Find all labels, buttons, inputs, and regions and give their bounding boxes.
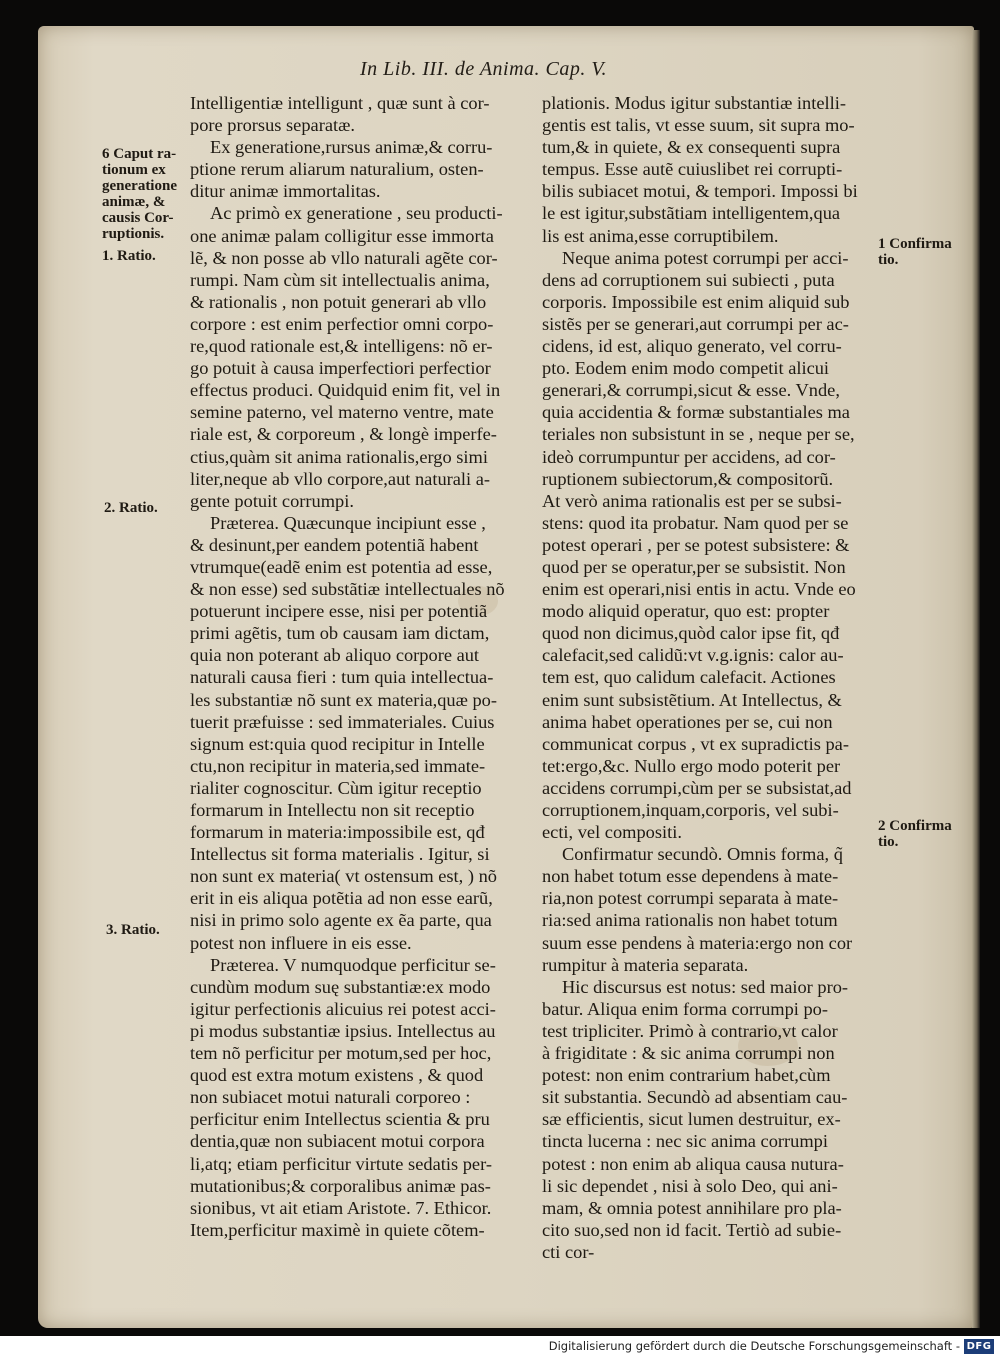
text-line: cidens, id est, aliquo generato, vel corru- xyxy=(542,336,842,357)
text-line: dens ad corruptionem sui subiecti , puta xyxy=(542,269,835,290)
text-line: cundùm modum suę substantiæ:ex modo xyxy=(190,976,491,997)
text-line: batur. Aliqua enim forma corrumpi po- xyxy=(542,998,829,1019)
text-line: quod est extra motum existens , & quod xyxy=(190,1065,484,1086)
text-line: ruptionem subiectorum,& compositorũ. xyxy=(542,468,834,489)
text-line: quod non dicimus,quòd calor ipse fit, qđ xyxy=(542,623,840,644)
text-line: ideò corrumpuntur per accidens, ad cor- xyxy=(542,446,836,467)
margin-note-confirmatio-1 xyxy=(878,236,952,268)
text-line: & desinunt,per eandem potentiã habent xyxy=(190,534,479,555)
text-line: formarum in materia:impossibile est, qđ xyxy=(190,822,485,843)
margin-note-line: 2 Confirma xyxy=(878,818,952,834)
text-line: tem est, quo calidum calefacit. Actiones xyxy=(542,667,836,688)
text-line: Hic discursus est notus: sed maior pro- xyxy=(562,976,849,997)
margin-note-line: 1 Confirma xyxy=(878,236,952,252)
text-line: test tripliciter. Primò à contrario,vt calor xyxy=(542,1020,838,1041)
text-line: le est igitur,substãtiam intelligentem,qua xyxy=(542,203,841,224)
text-line: gentis est talis, vt esse suum, sit supra mo- xyxy=(542,115,855,136)
margin-note-ratio-3: 3. Ratio. xyxy=(106,922,160,938)
text-line: suum esse pendens à materia:ergo non cor xyxy=(542,932,853,953)
text-line: dentia,quæ non subiacent motui corpora xyxy=(190,1131,485,1152)
text-line: semine paterno, vel materno ventre, mate xyxy=(190,402,494,423)
text-line: generari,& corrumpi,sicut & esse. Vnde, xyxy=(542,380,840,401)
text-line: ctu,non recipitur in materia,sed immate- xyxy=(190,755,486,776)
text-line: corpore : est enim perfectior omni corpo- xyxy=(190,313,494,334)
text-line: Item,perficitur maximè in quiete cõtem- xyxy=(190,1219,485,1240)
text-line: ditur animæ immortalitas. xyxy=(190,181,381,202)
text-line: primi agẽtis, tum ob causam iam dictam, xyxy=(190,623,490,644)
text-line: potest operari , per se potest subsistere: & xyxy=(542,534,850,555)
margin-note-line: animæ, & xyxy=(102,194,166,210)
text-line: gente potuit corrumpi. xyxy=(190,490,354,511)
text-line: lis est anima,esse corruptibilem. xyxy=(542,225,779,246)
text-line: Ac primò ex generatione , seu producti- xyxy=(210,203,503,224)
text-line: communicat corpus , vt ex supradictis pa- xyxy=(542,733,849,754)
text-line: cti cor- xyxy=(542,1241,595,1262)
margin-note-line: 6 Caput ra- xyxy=(102,146,177,162)
text-line: formarum in Intellectu non sit receptio xyxy=(190,800,475,820)
text-line: enim sunt subsistẽtium. At Intellectus, & xyxy=(542,689,842,710)
text-line: sistẽs per se generari,aut corrumpi per ac- xyxy=(542,313,849,334)
text-line: ecti, vel compositi. xyxy=(542,822,682,843)
text-line: tum,& in quiete, & ex consequenti supra xyxy=(542,137,841,158)
text-line: igitur perfectionis alicuius rei potest acci- xyxy=(190,998,496,1019)
text-line: riale est, & corporeum , & longè imperfe- xyxy=(190,424,497,445)
right-text-column xyxy=(542,92,880,1263)
margin-note-caput xyxy=(102,146,177,242)
footer-bar xyxy=(0,1336,1000,1358)
text-line: modo aliquid operatur, quo est: propter xyxy=(542,601,830,622)
text-line: effectus produci. Quidquid enim fit, vel in xyxy=(190,380,501,401)
text-line: non subiacet motui naturali corporeo : xyxy=(190,1087,471,1108)
text-line: li,atq; etiam perficitur virtute sedatis per- xyxy=(190,1153,492,1174)
text-line: mam, & omnia potest annihilare pro pla- xyxy=(542,1197,842,1218)
text-line: liter,neque ab vllo corpore,aut naturali a- xyxy=(190,468,491,489)
text-line: mutationibus;& corporalibus animæ pas- xyxy=(190,1175,491,1196)
text-line: accidens corrumpi,cùm per se subsistat,ad xyxy=(542,777,852,798)
margin-note-line: ruptionis. xyxy=(102,226,165,242)
text-line: vtrumque(eadẽ enim est potentia ad esse, xyxy=(190,556,493,577)
margin-note-line: generatione xyxy=(102,178,177,194)
text-line: anima habet operationes per se, cui non xyxy=(542,711,833,732)
text-line: Præterea. V numquodque perficitur se- xyxy=(210,954,496,975)
text-line: pore prorsus separatæ. xyxy=(190,115,355,136)
text-line: rialiter cognoscitur. Cùm igitur receptio xyxy=(190,777,482,798)
text-line: quia accidentia & formæ substantiales ma xyxy=(542,402,850,423)
text-line: nisi in primo solo agente ex ẽa parte, qua xyxy=(190,910,492,931)
text-line: tet:ergo,&c. Nullo ergo modo poterit per xyxy=(542,755,841,776)
text-line: signum est:quia quod recipitur in Intelle xyxy=(190,733,485,754)
text-line: erit in eis aliqua potẽtia ad non esse earũ, xyxy=(190,888,493,909)
text-line: ctius,quàm sit anima rationalis,ergo simi xyxy=(190,446,488,467)
text-line: pto. Eodem enim modo competit alicui xyxy=(542,358,830,379)
text-line: à frigiditate : & sic anima corrumpi non xyxy=(542,1043,835,1064)
text-line: tuerit præfuisse : sed immateriales. Cuius xyxy=(190,711,495,732)
text-line: perficitur enim Intellectus scientia & pru xyxy=(190,1109,490,1130)
text-line: quod per se operatur,per se subsistit. Non xyxy=(542,556,846,577)
running-head: In Lib. III. de Anima. Cap. V. xyxy=(360,58,608,80)
text-line: rumpi. Nam cùm sit intellectualis anima, xyxy=(190,269,490,290)
text-line: sionibus, vt ait etiam Aristote. 7. Ethicor. xyxy=(190,1197,492,1218)
text-line: Confirmatur secundò. Omnis forma, q̃ xyxy=(562,844,843,865)
text-line: tempus. Esse autẽ cuiuslibet rei corrupti- xyxy=(542,159,843,180)
text-line: pi modus substantiæ ipsius. Intellectus au xyxy=(190,1020,496,1041)
dfg-logo: DFG xyxy=(964,1339,994,1354)
text-line: potest : non enim ab aliqua causa nutura- xyxy=(542,1153,844,1174)
text-line: corruptionem,inquam,corporis, vel subi- xyxy=(542,800,839,820)
text-line: sit substantia. Secundò ad absentiam cau- xyxy=(542,1087,848,1108)
text-line: ria:sed anima rationalis non habet totum xyxy=(542,910,838,931)
text-line: plationis. Modus igitur substantiæ intelli- xyxy=(542,93,846,113)
text-line: sæ efficientis, sicut lumen destruitur, ex- xyxy=(542,1109,841,1130)
text-line: non habet totum esse dependens à mate- xyxy=(542,866,839,887)
text-line: potest non influere in eis esse. xyxy=(190,932,412,953)
text-line: Neque anima potest corrumpi per acci- xyxy=(562,247,849,268)
text-line: non sunt ex materia( vt ostensum est, ) nõ xyxy=(190,866,497,887)
text-line: Ex generatione,rursus animæ,& corru- xyxy=(210,137,493,158)
left-text-column xyxy=(190,92,532,1241)
text-line: corporis. Impossibile est enim aliquid sub xyxy=(542,291,850,312)
text-line: Intelligentiæ intelligunt , quæ sunt à cor- xyxy=(190,93,490,113)
page-edge xyxy=(972,30,980,1328)
text-line: enim est operari,nisi entis in actu. Vnde eo xyxy=(542,579,856,600)
text-line: tincta lucerna : nec sic anima corrumpi xyxy=(542,1131,828,1152)
text-line: ria,non potest corrumpi separata à mate- xyxy=(542,888,839,909)
margin-note-line: tio. xyxy=(878,252,899,268)
text-line: naturali causa fieri : tum quia intellectua- xyxy=(190,667,494,688)
margin-note-ratio-2: 2. Ratio. xyxy=(104,500,158,516)
margin-note-line: tio. xyxy=(878,834,899,850)
text-line: ptione rerum aliarum naturalium, osten- xyxy=(190,159,484,180)
text-line: quia non poterant ab aliquo corpore aut xyxy=(190,645,480,666)
text-line: go potuit à causa imperfectiori perfectior xyxy=(190,358,491,379)
text-line: bilis subiacet motui, & tempori. Impossi bi xyxy=(542,181,858,202)
text-line: one animæ palam colligitur esse immorta xyxy=(190,225,494,246)
text-line: potest: non enim contrarium habet,cùm xyxy=(542,1065,831,1086)
text-line: potuerunt incipere esse, nisi per potentiã xyxy=(190,601,488,622)
margin-note-line: tionum ex xyxy=(102,162,166,178)
text-line: tem nõ perficitur per motum,sed per hoc, xyxy=(190,1043,492,1064)
text-line: At verò anima rationalis est per se subsi- xyxy=(542,490,842,511)
text-line: re,quod rationale est,& intelligens: nõ er- xyxy=(190,336,493,357)
text-line: li sic dependet , nisi à solo Deo, qui ani- xyxy=(542,1175,838,1196)
text-line: cito suo,sed non id facit. Tertiò ad subie- xyxy=(542,1219,842,1240)
margin-note-confirmatio-2 xyxy=(878,818,952,850)
text-line: & non esse) sed substãtiæ intellectuales nõ xyxy=(190,579,505,600)
margin-note-ratio-1: 1. Ratio. xyxy=(102,248,156,264)
text-line: calefacit,sed calidũ:vt v.g.ignis: calor au- xyxy=(542,645,844,666)
text-line: lẽ, & non posse ab vllo naturali agẽte cor- xyxy=(190,247,498,268)
margin-note-line: causis Cor- xyxy=(102,210,174,226)
text-line: rumpitur à materia separata. xyxy=(542,954,749,975)
text-line: teriales non subsistunt in se , neque per se, xyxy=(542,424,855,445)
text-line: & rationalis , non potuit generari ab vllo xyxy=(190,291,487,312)
text-line: stens: quod ita probatur. Nam quod per se xyxy=(542,512,849,533)
text-line: Præterea. Quæcunque incipiunt esse , xyxy=(210,512,486,533)
text-line: les substantiæ nõ sunt ex materia,quæ po- xyxy=(190,689,497,710)
funding-notice: Digitalisierung gefördert durch die Deutsche Forschungsgemeinschaft - xyxy=(548,1339,960,1353)
text-line: Intellectus sit forma materialis . Igitur, si xyxy=(190,844,490,865)
